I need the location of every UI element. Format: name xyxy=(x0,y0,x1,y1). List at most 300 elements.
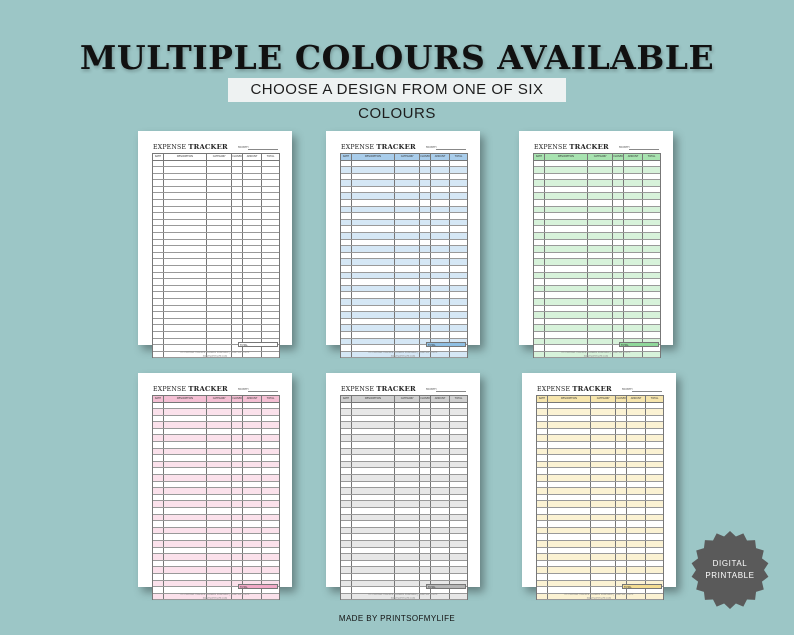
table-cell xyxy=(352,435,395,441)
table-cell xyxy=(643,220,660,226)
table-cell xyxy=(164,581,207,587)
table-cell xyxy=(431,501,450,507)
expense-table xyxy=(340,153,468,358)
table-cell xyxy=(207,554,232,560)
table-row xyxy=(537,567,663,574)
table-cell xyxy=(548,508,591,514)
table-cell xyxy=(164,482,207,488)
table-cell xyxy=(627,574,646,580)
table-cell xyxy=(420,279,431,285)
table-cell xyxy=(341,468,352,474)
table-cell xyxy=(431,279,450,285)
table-cell xyxy=(613,332,624,338)
table-cell xyxy=(616,482,627,488)
table-cell xyxy=(548,482,591,488)
table-cell xyxy=(243,259,262,265)
table-cell xyxy=(395,442,420,448)
table-cell xyxy=(588,180,613,186)
table-row xyxy=(537,521,663,528)
table-row xyxy=(534,193,660,200)
table-cell xyxy=(534,306,545,312)
table-row xyxy=(153,574,279,581)
table-cell xyxy=(153,332,164,338)
table-cell xyxy=(431,200,450,206)
table-row xyxy=(534,286,660,293)
table-cell xyxy=(627,449,646,455)
table-cell xyxy=(616,416,627,422)
table-cell xyxy=(262,554,279,560)
table-cell xyxy=(395,468,420,474)
table-row xyxy=(341,508,467,515)
table-cell xyxy=(420,332,431,338)
table-cell xyxy=(548,541,591,547)
table-row xyxy=(341,521,467,528)
table-cell xyxy=(153,220,164,226)
table-cell xyxy=(420,422,431,428)
table-cell xyxy=(420,180,431,186)
table-cell xyxy=(395,292,420,298)
table-cell xyxy=(243,422,262,428)
table-cell xyxy=(613,240,624,246)
table-cell xyxy=(164,161,207,167)
table-cell xyxy=(352,253,395,259)
table-cell xyxy=(616,449,627,455)
column-header: DESCRIPTION xyxy=(545,154,588,160)
table-cell xyxy=(613,292,624,298)
table-cell xyxy=(613,319,624,325)
table-row xyxy=(537,435,663,442)
table-row xyxy=(534,292,660,299)
footer-text: MY EXPENSE TRACKER PLANNER PRINTABLE | PRINTSOFMYLIFE xyxy=(561,350,631,354)
table-cell xyxy=(232,161,243,167)
table-cell xyxy=(341,187,352,193)
table-cell xyxy=(431,468,450,474)
table-cell xyxy=(534,286,545,292)
table-cell xyxy=(616,548,627,554)
table-row xyxy=(341,495,467,502)
table-cell xyxy=(420,462,431,468)
table-cell xyxy=(616,488,627,494)
table-row xyxy=(153,200,279,207)
table-cell xyxy=(243,319,262,325)
table-cell xyxy=(352,422,395,428)
table-cell xyxy=(534,325,545,331)
table-cell xyxy=(153,174,164,180)
table-row xyxy=(341,548,467,555)
table-cell xyxy=(395,312,420,318)
table-cell xyxy=(548,574,591,580)
table-cell xyxy=(537,508,548,514)
table-cell xyxy=(207,442,232,448)
table-row xyxy=(153,561,279,568)
table-cell xyxy=(591,581,616,587)
table-cell xyxy=(395,521,420,527)
table-cell xyxy=(341,501,352,507)
table-cell xyxy=(613,306,624,312)
table-cell xyxy=(341,515,352,521)
table-cell xyxy=(431,528,450,534)
table-cell xyxy=(232,534,243,540)
table-cell xyxy=(232,220,243,226)
table-cell xyxy=(262,567,279,573)
table-row xyxy=(534,180,660,187)
table-cell xyxy=(341,220,352,226)
table-cell xyxy=(534,220,545,226)
table-cell xyxy=(420,534,431,540)
table-cell xyxy=(537,554,548,560)
table-cell xyxy=(548,521,591,527)
table-cell xyxy=(643,207,660,213)
table-cell xyxy=(431,292,450,298)
table-cell xyxy=(534,167,545,173)
column-header: CLOSED xyxy=(613,155,623,159)
table-cell xyxy=(395,226,420,232)
column-header: DATE xyxy=(153,154,164,160)
table-cell xyxy=(420,508,431,514)
table-cell xyxy=(537,435,548,441)
table-cell xyxy=(243,488,262,494)
table-cell xyxy=(243,541,262,547)
table-cell xyxy=(395,495,420,501)
badge-label xyxy=(690,558,770,582)
table-cell xyxy=(616,534,627,540)
table-cell xyxy=(431,435,450,441)
table-cell xyxy=(153,233,164,239)
table-row xyxy=(341,534,467,541)
table-cell xyxy=(207,541,232,547)
table-cell xyxy=(207,521,232,527)
table-cell xyxy=(588,253,613,259)
table-cell xyxy=(207,299,232,305)
table-cell xyxy=(643,233,660,239)
table-cell xyxy=(243,435,262,441)
table-row xyxy=(153,266,279,273)
table-cell xyxy=(534,253,545,259)
table-row xyxy=(537,422,663,429)
table-cell xyxy=(420,475,431,481)
table-cell xyxy=(624,240,643,246)
table-cell xyxy=(395,422,420,428)
table-row xyxy=(534,279,660,286)
table-cell xyxy=(616,574,627,580)
table-cell xyxy=(548,468,591,474)
table-cell xyxy=(243,312,262,318)
table-cell xyxy=(431,548,450,554)
table-cell xyxy=(395,574,420,580)
table-row xyxy=(341,429,467,436)
table-row xyxy=(153,429,279,436)
table-cell xyxy=(232,200,243,206)
table-cell xyxy=(262,541,279,547)
table-cell xyxy=(420,325,431,331)
column-header: TOTAL xyxy=(266,397,275,401)
sheet-title-bold: TRACKER xyxy=(188,143,228,151)
table-cell xyxy=(262,273,279,279)
table-cell xyxy=(232,193,243,199)
table-cell xyxy=(624,174,643,180)
table-cell xyxy=(646,508,663,514)
table-cell xyxy=(153,455,164,461)
table-cell xyxy=(450,220,467,226)
table-cell xyxy=(420,515,431,521)
table-cell xyxy=(643,226,660,232)
table-cell xyxy=(431,306,450,312)
table-cell xyxy=(431,567,450,573)
table-row xyxy=(341,213,467,220)
table-cell xyxy=(207,292,232,298)
month-label: MONTH xyxy=(426,145,437,149)
table-cell xyxy=(243,429,262,435)
table-row xyxy=(153,312,279,319)
table-cell xyxy=(243,521,262,527)
table-cell xyxy=(262,279,279,285)
table-cell xyxy=(352,220,395,226)
table-cell xyxy=(450,541,467,547)
table-cell xyxy=(588,299,613,305)
table-cell xyxy=(262,167,279,173)
table-cell xyxy=(207,409,232,415)
table-cell xyxy=(588,325,613,331)
table-cell xyxy=(646,567,663,573)
table-row xyxy=(153,233,279,240)
table-cell xyxy=(431,213,450,219)
table-cell xyxy=(243,207,262,213)
sheet-title-light: EXPENSE xyxy=(153,144,189,151)
column-header: CLOSED xyxy=(616,397,626,401)
table-cell xyxy=(613,325,624,331)
table-cell xyxy=(262,240,279,246)
table-cell xyxy=(164,193,207,199)
table-cell xyxy=(431,226,450,232)
table-cell xyxy=(450,574,467,580)
table-cell xyxy=(548,429,591,435)
table-cell xyxy=(153,574,164,580)
table-row xyxy=(341,416,467,423)
month-label: MONTH xyxy=(622,387,633,391)
table-cell xyxy=(153,299,164,305)
table-row xyxy=(153,528,279,535)
table-cell xyxy=(537,422,548,428)
table-row xyxy=(537,508,663,515)
table-cell xyxy=(262,488,279,494)
table-cell xyxy=(627,561,646,567)
table-cell xyxy=(232,226,243,232)
table-cell xyxy=(164,266,207,272)
table-cell xyxy=(420,174,431,180)
table-cell xyxy=(262,482,279,488)
table-cell xyxy=(352,475,395,481)
table-cell xyxy=(164,299,207,305)
table-cell xyxy=(548,462,591,468)
table-cell xyxy=(341,306,352,312)
table-cell xyxy=(395,475,420,481)
table-cell xyxy=(164,409,207,415)
table-cell xyxy=(207,233,232,239)
table-cell xyxy=(164,240,207,246)
table-cell xyxy=(450,422,467,428)
table-cell xyxy=(545,273,588,279)
table-cell xyxy=(431,220,450,226)
table-cell xyxy=(616,435,627,441)
table-cell xyxy=(643,292,660,298)
table-cell xyxy=(164,528,207,534)
table-cell xyxy=(588,213,613,219)
column-header: DATE xyxy=(341,154,352,160)
table-cell xyxy=(352,581,395,587)
table-cell xyxy=(646,534,663,540)
table-cell xyxy=(420,193,431,199)
table-cell xyxy=(627,554,646,560)
sheet-title-light: EXPENSE xyxy=(537,386,573,393)
table-cell xyxy=(588,279,613,285)
table-cell xyxy=(153,312,164,318)
table-cell xyxy=(232,332,243,338)
table-cell xyxy=(450,449,467,455)
table-cell xyxy=(207,253,232,259)
table-cell xyxy=(537,449,548,455)
sheet-title-bold: TRACKER xyxy=(188,385,228,393)
table-cell xyxy=(643,306,660,312)
table-cell xyxy=(341,475,352,481)
table-cell xyxy=(420,187,431,193)
table-cell xyxy=(643,174,660,180)
table-row xyxy=(341,515,467,522)
table-row xyxy=(153,488,279,495)
table-cell xyxy=(613,279,624,285)
table-cell xyxy=(591,541,616,547)
table-row xyxy=(153,332,279,339)
table-row xyxy=(341,319,467,326)
table-row xyxy=(537,515,663,522)
table-cell xyxy=(153,200,164,206)
column-header: DATE xyxy=(537,396,548,402)
table-row xyxy=(153,167,279,174)
table-cell xyxy=(262,501,279,507)
table-cell xyxy=(537,488,548,494)
table-cell xyxy=(646,561,663,567)
table-row xyxy=(534,200,660,207)
table-row xyxy=(341,332,467,339)
month-line xyxy=(436,391,466,392)
table-cell xyxy=(545,253,588,259)
table-cell xyxy=(450,429,467,435)
table-row xyxy=(153,220,279,227)
table-cell xyxy=(232,561,243,567)
table-cell xyxy=(164,416,207,422)
table-cell xyxy=(352,567,395,573)
table-row xyxy=(341,325,467,332)
table-row xyxy=(153,554,279,561)
table-cell xyxy=(352,554,395,560)
table-row xyxy=(341,273,467,280)
table-cell xyxy=(395,207,420,213)
table-cell xyxy=(450,561,467,567)
table-cell xyxy=(588,339,613,345)
table-cell xyxy=(420,495,431,501)
table-cell xyxy=(420,266,431,272)
table-cell xyxy=(207,273,232,279)
table-row xyxy=(534,213,660,220)
table-cell xyxy=(545,220,588,226)
table-cell xyxy=(534,312,545,318)
table-cell xyxy=(591,435,616,441)
table-cell xyxy=(262,462,279,468)
table-cell xyxy=(207,482,232,488)
table-cell xyxy=(262,416,279,422)
table-cell xyxy=(627,515,646,521)
month-label: MONTH xyxy=(426,387,437,391)
table-cell xyxy=(588,266,613,272)
table-cell xyxy=(352,240,395,246)
column-header: AMOUNT xyxy=(243,396,262,402)
table-cell xyxy=(616,429,627,435)
month-label: MONTH xyxy=(238,387,249,391)
table-row xyxy=(153,319,279,326)
table-cell xyxy=(395,180,420,186)
table-cell xyxy=(450,200,467,206)
table-cell xyxy=(262,534,279,540)
table-row xyxy=(153,501,279,508)
table-cell xyxy=(232,246,243,252)
table-cell xyxy=(153,193,164,199)
table-cell xyxy=(232,541,243,547)
table-cell xyxy=(395,325,420,331)
table-row xyxy=(341,442,467,449)
table-cell xyxy=(153,488,164,494)
table-cell xyxy=(341,455,352,461)
table-row xyxy=(534,306,660,313)
table-cell xyxy=(450,554,467,560)
table-row xyxy=(153,299,279,306)
table-cell xyxy=(548,581,591,587)
table-cell xyxy=(262,442,279,448)
table-cell xyxy=(395,462,420,468)
table-cell xyxy=(450,488,467,494)
table-cell xyxy=(207,226,232,232)
table-cell xyxy=(207,319,232,325)
table-cell xyxy=(450,548,467,554)
table-cell xyxy=(643,200,660,206)
table-row xyxy=(341,259,467,266)
table-cell xyxy=(537,416,548,422)
table-cell xyxy=(450,226,467,232)
sheet-title-light: EXPENSE xyxy=(341,144,377,151)
table-cell xyxy=(341,253,352,259)
table-cell xyxy=(341,548,352,554)
table-cell xyxy=(591,455,616,461)
table-cell xyxy=(164,429,207,435)
total-box: TOTAL xyxy=(238,342,278,347)
table-cell xyxy=(646,435,663,441)
table-cell xyxy=(262,306,279,312)
table-cell xyxy=(164,548,207,554)
table-cell xyxy=(588,306,613,312)
table-cell xyxy=(243,332,262,338)
column-header: CATEGORY xyxy=(207,396,232,402)
table-cell xyxy=(613,299,624,305)
table-cell xyxy=(352,495,395,501)
table-cell xyxy=(243,416,262,422)
table-cell xyxy=(627,416,646,422)
month-label: MONTH xyxy=(619,145,630,149)
table-cell xyxy=(646,462,663,468)
table-cell xyxy=(591,475,616,481)
table-cell xyxy=(262,246,279,252)
column-header: AMOUNT xyxy=(431,154,450,160)
table-cell xyxy=(352,332,395,338)
table-cell xyxy=(431,455,450,461)
table-cell xyxy=(431,312,450,318)
